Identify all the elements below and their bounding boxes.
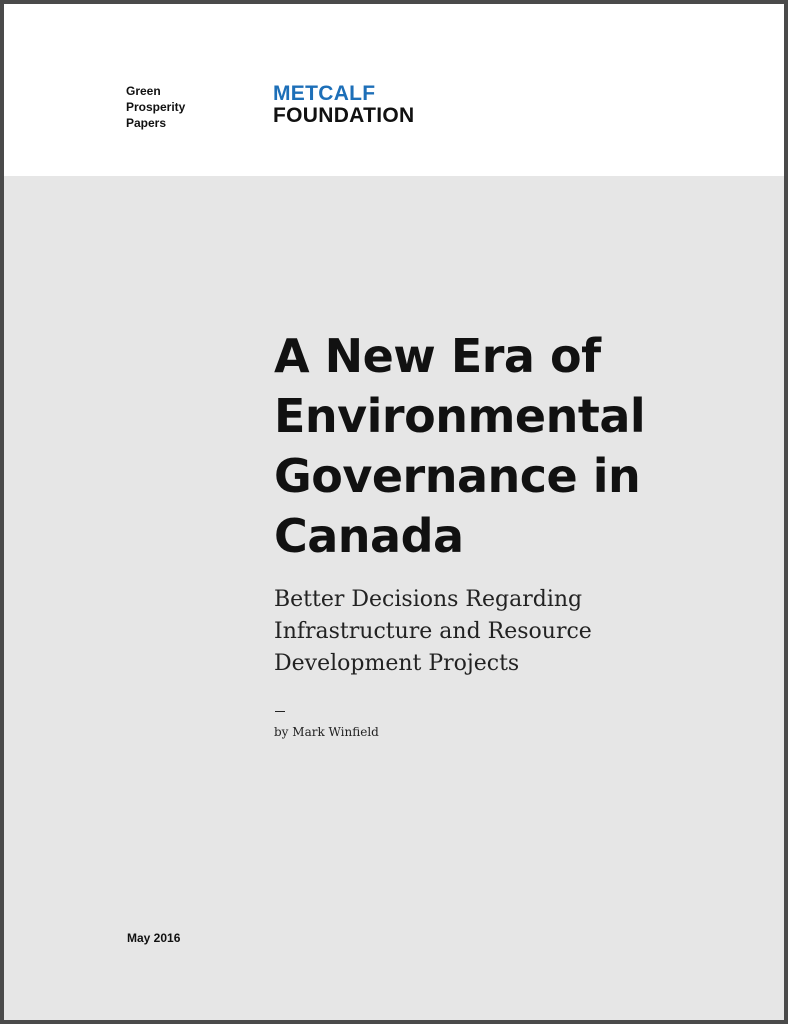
series-line: Prosperity (126, 100, 186, 114)
cover-page (4, 4, 784, 1020)
document-subtitle (274, 584, 754, 680)
subtitle-line: Infrastructure and Resource (274, 619, 592, 644)
series-name (126, 83, 185, 131)
author-divider (275, 711, 285, 712)
subtitle-line: Better Decisions Regarding (274, 587, 583, 612)
series-line: Green (126, 84, 161, 98)
document-title (274, 326, 754, 566)
title-line: A New Era of (274, 329, 601, 383)
cover-header (4, 4, 784, 176)
publication-date: May 2016 (127, 931, 181, 945)
series-line: Papers (126, 116, 167, 130)
logo-line-foundation: FOUNDATION (273, 104, 415, 127)
title-line: Canada (274, 509, 464, 563)
subtitle-line: Development Projects (274, 651, 520, 676)
title-line: Governance in (274, 449, 641, 503)
metcalf-foundation-logo (273, 83, 414, 127)
author-byline: by Mark Winfield (274, 725, 379, 739)
title-line: Environmental (274, 389, 646, 443)
logo-line-metcalf: METCALF (273, 82, 376, 105)
